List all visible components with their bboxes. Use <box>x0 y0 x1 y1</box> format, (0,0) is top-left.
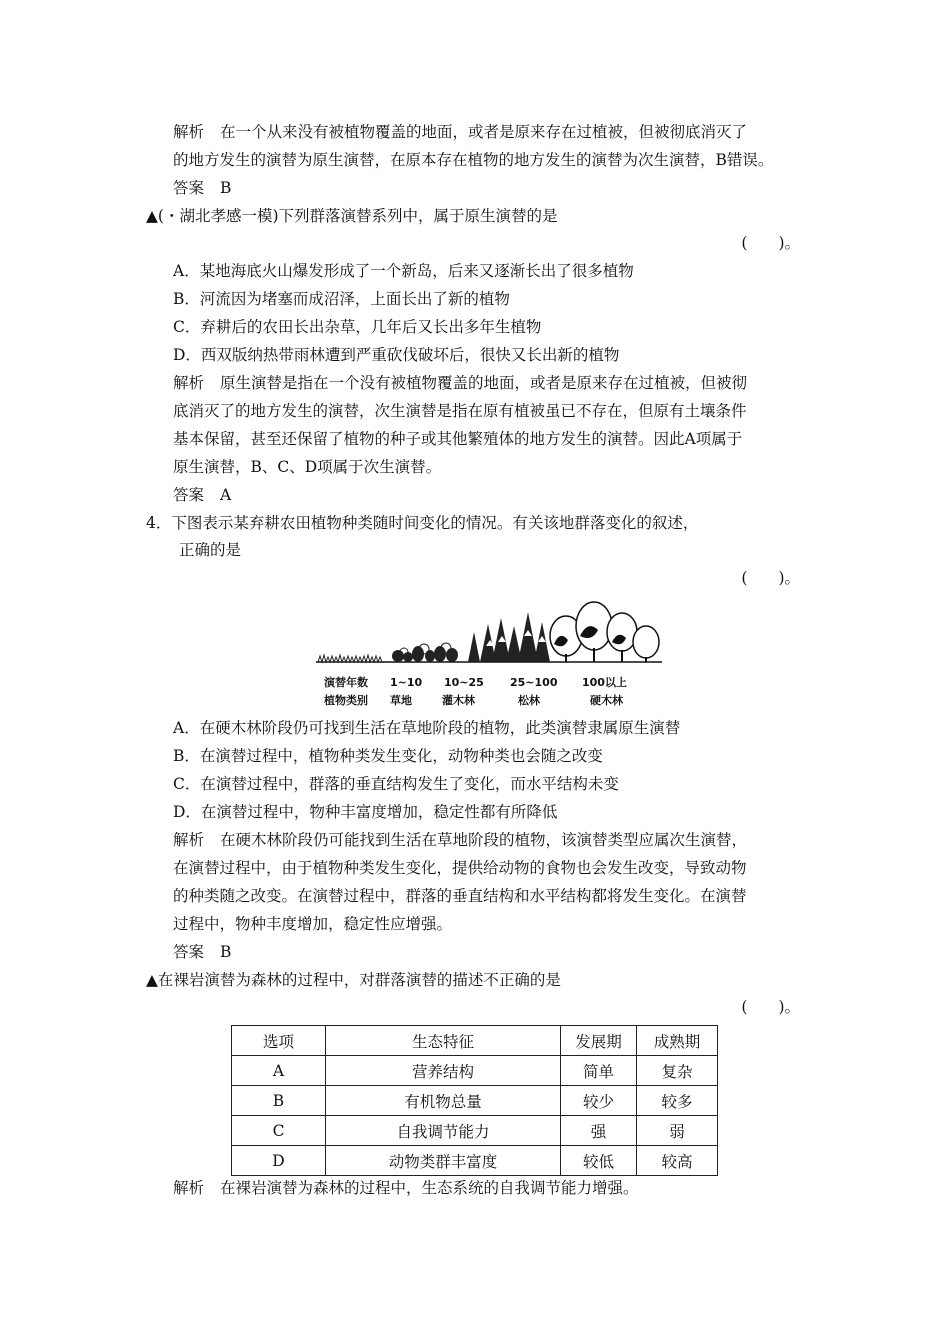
option-d: D．在演替过程中，物种丰富度增加，稳定性都有所降低 <box>173 803 558 821</box>
table-cell: 较低 <box>561 1146 637 1176</box>
table-cell: 有机物总量 <box>326 1086 561 1116</box>
analysis-label: 解析 <box>173 1179 205 1197</box>
hardwood-tree-icon <box>550 602 659 658</box>
option-c: C．在演替过程中，群落的垂直结构发生了变化，而水平结构未变 <box>173 775 619 793</box>
answer-blank: ( )。 <box>741 569 800 587</box>
table-cell: 动物类群丰富度 <box>326 1146 561 1176</box>
analysis-line: 底消灭了的地方发生的演替，次生演替是指在原有植被虽已不存在，但原有土壤条件 <box>173 402 747 420</box>
answer-label: 答案 <box>173 179 205 197</box>
analysis-line: 原生演替，B、C、D项属于次生演替。 <box>173 458 442 476</box>
table-cell: 弱 <box>637 1116 718 1146</box>
analysis-line <box>173 122 747 142</box>
succession-figure <box>312 596 672 714</box>
option-d: D．西双版纳热带雨林遭到严重砍伐破坏后，很快又长出新的植物 <box>173 346 620 364</box>
table-cell: D <box>232 1146 326 1176</box>
analysis-line: 的种类随之改变。在演替过程中，群落的垂直结构和水平结构都将发生变化。在演替 <box>173 887 747 905</box>
analysis-text: 在硬木林阶段仍可能找到生活在草地阶段的植物，该演替类型应属次生演替， <box>220 831 748 849</box>
table-row <box>232 1116 718 1146</box>
years-row-label: 演替年数 <box>324 676 368 689</box>
option-a: A．在硬木林阶段仍可找到生活在草地阶段的植物，此类演替隶属原生演替 <box>173 719 681 737</box>
stage-type: 硬木林 <box>590 694 623 707</box>
table-cell: 较多 <box>637 1086 718 1116</box>
analysis-label: 解析 <box>173 123 205 141</box>
stage-years: 10~25 <box>444 676 484 689</box>
table-header: 发展期 <box>561 1026 637 1056</box>
table-cell: B <box>232 1086 326 1116</box>
option-c: C．弃耕后的农田长出杂草，几年后又长出多年生植物 <box>173 318 542 336</box>
option-a: A．某地海底火山爆发形成了一个新岛，后来又逐渐长出了很多植物 <box>173 262 634 280</box>
analysis-label: 解析 <box>173 374 205 392</box>
table-row <box>232 1086 718 1116</box>
ecology-table <box>231 1025 718 1176</box>
question-stem: 4．下图表示某弃耕农田植物种类随时间变化的情况。有关该地群落变化的叙述， <box>146 514 699 532</box>
answer-line <box>173 942 231 962</box>
table-header: 成熟期 <box>637 1026 718 1056</box>
question-stem-cont: 正确的是 <box>179 541 242 559</box>
answer-line <box>173 178 231 198</box>
option-b: B．河流因为堵塞而成沼泽，上面长出了新的植物 <box>173 290 510 308</box>
table-row <box>232 1146 718 1176</box>
analysis-line: 在演替过程中，由于植物种类发生变化，提供给动物的食物也会发生改变，导致动物 <box>173 859 747 877</box>
stage-type: 草地 <box>390 694 412 707</box>
stage-years: 1~10 <box>390 676 423 689</box>
table-cell: A <box>232 1056 326 1086</box>
stage-years: 25~100 <box>510 676 558 689</box>
stage-type: 松林 <box>518 694 540 707</box>
answer-blank: ( )。 <box>741 998 800 1016</box>
table-header-row <box>232 1026 718 1056</box>
answer-value: B <box>220 179 232 197</box>
answer-blank: ( )。 <box>741 234 800 252</box>
analysis-line: 过程中，物种丰度增加，稳定性应增强。 <box>173 915 453 933</box>
table-cell: C <box>232 1116 326 1146</box>
type-row-label: 植物类别 <box>324 694 368 707</box>
table-cell: 简单 <box>561 1056 637 1086</box>
analysis-text: 原生演替是指在一个没有被植物覆盖的地面，或者是原来存在过植被，但被彻 <box>220 374 748 392</box>
analysis-label: 解析 <box>173 831 205 849</box>
question-stem: ▲在裸岩演替为森林的过程中，对群落演替的描述不正确的是 <box>146 971 561 989</box>
answer-value: B <box>220 943 232 961</box>
analysis-text: 在一个从来没有被植物覆盖的地面，或者是原来存在过植被，但被彻底消灭了 <box>220 123 748 141</box>
pine-icon <box>468 612 550 662</box>
table-header: 生态特征 <box>326 1026 561 1056</box>
table-row <box>232 1056 718 1086</box>
analysis-line: 基本保留，甚至还保留了植物的种子或其他繁殖体的地方发生的演替。因此A项属于 <box>173 430 743 448</box>
stage-type: 灌木林 <box>442 694 475 707</box>
table-cell: 强 <box>561 1116 637 1146</box>
table-cell: 较少 <box>561 1086 637 1116</box>
option-b: B．在演替过程中，植物种类发生变化，动物种类也会随之改变 <box>173 747 603 765</box>
analysis-line <box>173 830 747 850</box>
table-cell: 较高 <box>637 1146 718 1176</box>
table-cell: 复杂 <box>637 1056 718 1086</box>
table-cell: 营养结构 <box>326 1056 561 1086</box>
question-stem: ▲(・湖北孝感一模)下列群落演替系列中，属于原生演替的是 <box>146 207 558 225</box>
analysis-line <box>173 373 747 393</box>
analysis-text: 在裸岩演替为森林的过程中，生态系统的自我调节能力增强。 <box>220 1179 639 1197</box>
table-cell: 自我调节能力 <box>326 1116 561 1146</box>
answer-label: 答案 <box>173 943 205 961</box>
answer-label: 答案 <box>173 486 205 504</box>
answer-line <box>173 485 231 505</box>
answer-value: A <box>220 486 232 504</box>
table-header: 选项 <box>232 1026 326 1056</box>
stage-years: 100以上 <box>582 676 627 689</box>
analysis-line: 的地方发生的演替为原生演替，在原本存在植物的地方发生的演替为次生演替，B错误。 <box>173 151 774 169</box>
analysis-line <box>173 1178 639 1198</box>
grass-icon <box>318 655 382 662</box>
succession-illustration <box>312 596 672 714</box>
